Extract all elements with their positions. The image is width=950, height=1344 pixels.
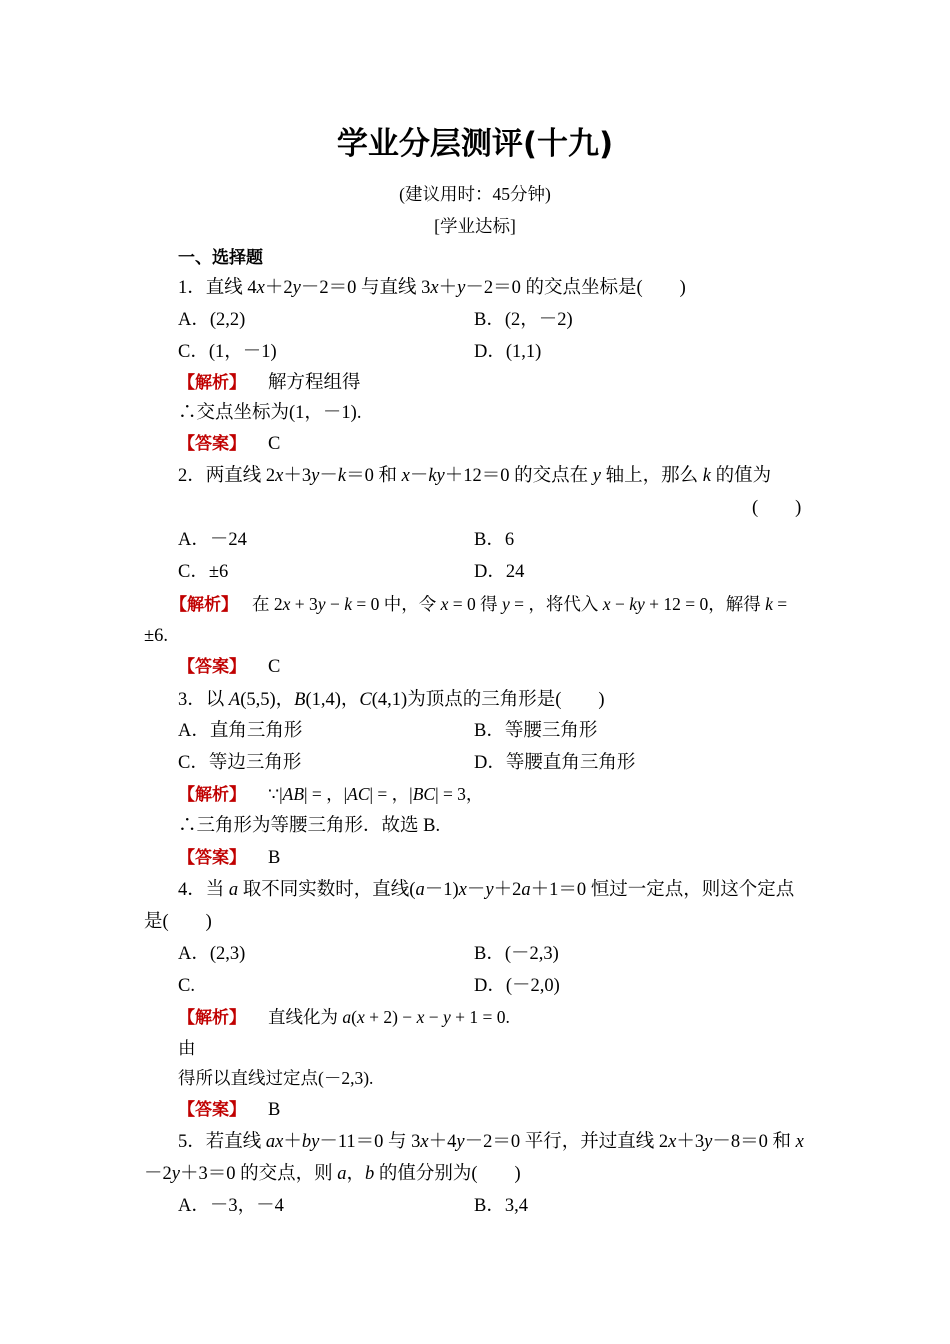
q2-analysis: 【解析】 在 2x + 3y − k = 0 中，令 x = 0 得 y = ，将代入 x − ky + 12 = 0，解得 k = [170,594,788,615]
q3-option-c: C．等边三角形 [178,753,302,773]
q4-option-d: D．(－2,0) [474,976,560,996]
q4-analysis-line3: 得所以直线过定点(－2,3). [178,1068,374,1088]
time-note: (建议用时：45分钟) [399,184,551,204]
q1-conclusion: ∴交点坐标为(1，－1). [178,403,362,423]
question-5-stem-cont: －2y＋3＝0 的交点，则 a，b 的值分别为( ) [144,1164,521,1184]
analysis-tag: 【解析】 [178,785,246,805]
analysis-tag: 【解析】 [178,1008,246,1028]
q4-option-a: A．(2,3) [178,944,246,964]
q5-option-b: B．3,4 [474,1196,528,1216]
q4-analysis: 【解析】 直线化为 a(x + 2) − x − y + 1 = 0. [178,1007,510,1028]
q4-answer: 【答案】 B [178,1100,281,1120]
question-5-stem: 5．若直线 ax＋by－11＝0 与 3x＋4y－2＝0 平行，并过直线 2x＋3y－8＝0 和 x [178,1132,804,1152]
q2-answer-blank: ( ) [752,498,802,518]
question-4-stem: 4．当 a 取不同实数时，直线(a－1)x－y＋2a＋1＝0 恒过一定点，则这个定点 [178,880,795,900]
q5-option-a: A．－3，－4 [178,1196,284,1216]
page-title: 学业分层测评(十九) [336,126,614,162]
answer-tag: 【答案】 [178,434,246,454]
section-heading: 一、选择题 [178,248,263,268]
q1-option-d: D．(1,1) [474,342,542,362]
level-heading: [学业达标] [434,216,516,236]
q2-answer: 【答案】 C [178,657,281,677]
q1-analysis: 【解析】 解方程组得 [178,373,361,393]
answer-tag: 【答案】 [178,1100,246,1120]
q3-answer: 【答案】 B [178,848,281,868]
answer-tag: 【答案】 [178,848,246,868]
q3-option-b: B．等腰三角形 [474,721,598,741]
q4-analysis-line2: 由 [178,1038,196,1058]
q2-option-c: C．±6 [178,562,229,582]
q3-conclusion: ∴三角形为等腰三角形．故选 B. [178,816,441,836]
question-2-stem: 2．两直线 2x＋3y－k＝0 和 x－ky＋12＝0 的交点在 y 轴上，那么 k 的值为 [178,466,772,486]
q2-option-b: B．6 [474,530,515,550]
q1-answer: 【答案】 C [178,434,281,454]
q3-option-a: A．直角三角形 [178,721,303,741]
analysis-tag: 【解析】 [170,595,238,615]
q3-analysis: 【解析】 ∵|AB| = ，|AC| = ，|BC| = 3， [178,784,484,805]
q2-option-d: D．24 [474,562,525,582]
q4-option-c: C. [178,976,195,996]
q3-option-d: D．等腰直角三角形 [474,753,636,773]
q1-option-b: B．(2，－2) [474,310,573,330]
analysis-tag: 【解析】 [178,373,246,393]
q4-option-b: B．(－2,3) [474,944,559,964]
question-4-stem-cont: 是( ) [144,912,212,932]
question-1-stem: 1．直线 4x＋2y－2＝0 与直线 3x＋y－2＝0 的交点坐标是( ) [178,278,686,298]
q2-option-a: A．－24 [178,530,247,550]
question-3-stem: 3．以 A(5,5)，B(1,4)，C(4,1)为顶点的三角形是( ) [178,690,605,710]
q1-option-c: C．(1，－1) [178,342,277,362]
q2-analysis-cont: ±6. [144,626,169,646]
q1-option-a: A．(2,2) [178,310,246,330]
answer-tag: 【答案】 [178,657,246,677]
